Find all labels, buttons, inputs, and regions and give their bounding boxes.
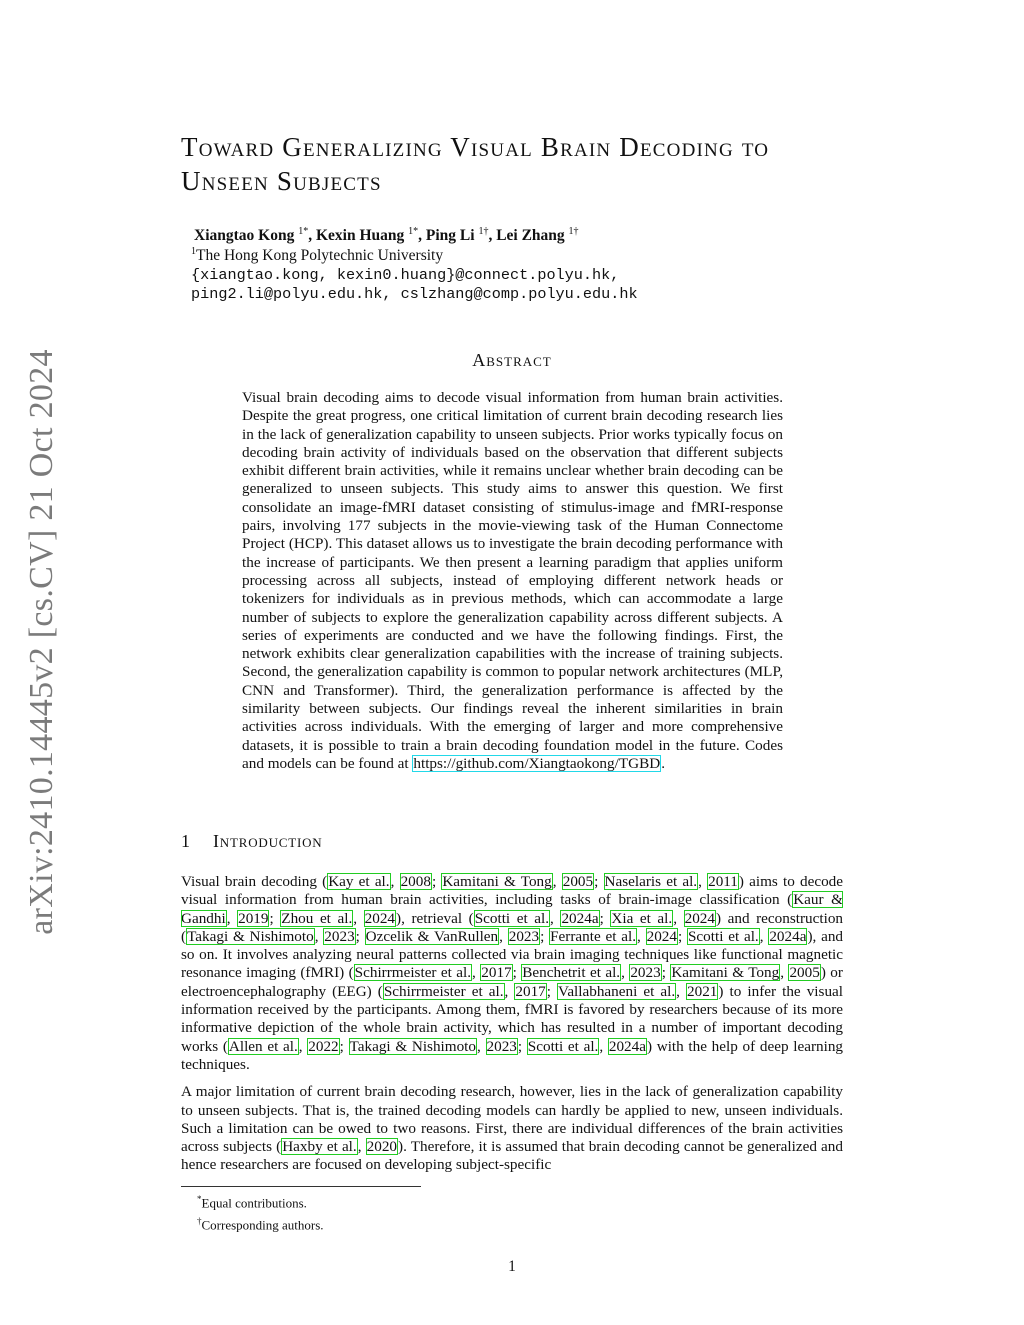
citation-link[interactable]: 2023 [486, 1037, 517, 1055]
section-number: 1 [181, 831, 191, 851]
citation-link[interactable]: 2017 [481, 964, 512, 982]
citation-link[interactable]: 2020 [366, 1138, 398, 1156]
citation-link[interactable]: Kamitani & Tong [442, 873, 552, 890]
abstract-body: Visual brain decoding aims to decode visual information from human brain activities. Despite the great progress, one critical limitation of current brain decoding research lies in the lack of generalization capability to unseen subjects. Prior works typically focus on decoding brain activity of individuals based on the observation that different subjects exhibit different brain activities, while it remains unclear whether brain decoding can be generalized to unseen subjects. This study aims to answer this question. We first consolidate an image-fMRI dataset consisting of stimulus-image and fMRI-response pairs, involving 177 subjects in the movie-viewing task of the Human Connectome Project (HCP). This dataset allows us to investigate the brain decoding performance with the increase of participants. We then present a learning paradigm that applies uniform processing across all subjects, instead of employing different network heads or tokenizers for individuals as in previous methods, which can accommodate a large number of subjects to explore the generalization capability across different subjects. A series of experiments are conducted and we have the following findings. First, the network exhibits clear generalization capabilities with the increase of training subjects. Second, the generalization capability is common to popular network architectures (MLP, CNN and Transformer). Third, the generalization performance is affected by the similarity between subjects. Our findings reveal the inherent similarities in brain activities across individuals. With the emerging of larger and more comprehensive datasets, it is possible to train a brain decoding foundation model in the future. Codes and models can be found at [242, 389, 783, 772]
footnote: †Corresponding authors. [197, 1216, 324, 1233]
citation-link[interactable]: 2024 [364, 909, 396, 927]
author-mark: 1† [568, 226, 579, 237]
citation-link[interactable]: 2008 [400, 873, 431, 890]
citation-link[interactable]: 2021 [687, 982, 718, 1000]
citation-link[interactable]: 2023 [508, 927, 540, 945]
author-name: Ping Li [425, 227, 475, 245]
citation-link[interactable]: 2017 [515, 982, 546, 1000]
citation-link[interactable]: 2011 [708, 873, 738, 890]
citation-link[interactable]: Kaur & Gandhi [181, 891, 843, 927]
citation-link[interactable]: 2024a [608, 1037, 646, 1055]
citation-link[interactable]: 2024a [769, 927, 807, 945]
citation-link[interactable]: 2024 [646, 927, 677, 945]
citation-link[interactable]: Scotti et al. [474, 909, 550, 927]
citation-link[interactable]: Benchetrit et al. [522, 964, 621, 982]
author-name: Lei Zhang [496, 227, 565, 245]
code-link[interactable]: https://github.com/Xiangtaokong/TGBD [413, 754, 661, 772]
citation-link[interactable]: Scotti et al. [527, 1037, 599, 1055]
arxiv-stamp: arXiv:2410.14445v2 [cs.CV] 21 Oct 2024 [23, 349, 60, 935]
introduction-body [181, 873, 843, 1184]
footnote-rule [181, 1186, 421, 1187]
affiliation-name: The Hong Kong Polytechnic University [196, 247, 444, 265]
citation-link[interactable]: Naselaris et al. [604, 873, 698, 890]
citation-link[interactable]: Scotti et al. [687, 927, 759, 945]
author-emails [191, 266, 638, 304]
affiliation-mark: 1 [191, 246, 196, 257]
author-mark: 1† [478, 226, 489, 237]
citation-link[interactable]: Haxby et al. [282, 1138, 357, 1156]
affiliation [191, 246, 443, 265]
section-title: Introduction [213, 831, 323, 851]
paper-title: Toward Generalizing Visual Brain Decoding to Unseen Subjects [181, 132, 770, 196]
citation-link[interactable]: Takagi & Nishimoto [187, 927, 314, 945]
citation-link[interactable]: Kay et al. [328, 873, 390, 890]
email-line: ping2.li@polyu.edu.hk, cslzhang@comp.polyu.edu.hk [191, 285, 638, 303]
footnotes [197, 1190, 324, 1235]
citation-link[interactable]: Ferrante et al. [550, 927, 636, 945]
citation-link[interactable]: 2024 [684, 909, 715, 927]
abstract-heading: Abstract [472, 350, 552, 370]
author-mark: 1* [298, 226, 309, 237]
citation-link[interactable]: Schirrmeister et al. [383, 982, 504, 1000]
paragraph: A major limitation of current brain decoding research, however, lies in the lack of generalization capability to unseen subjects. That is, the trained decoding models can hardly be applied to new, unseen individuals. Such a limitation can be owed to two reasons. First, there are individual differences of the brain activities across subjects (Haxby et al., 2020). Therefore, it is assumed that brain decoding cannot be generalized and hence researchers are focused on developing subject-specific [181, 1083, 843, 1174]
page-number: 1 [508, 1258, 516, 1275]
citation-link[interactable]: Takagi & Nishimoto [349, 1037, 476, 1055]
citation-link[interactable]: Xia et al. [611, 909, 673, 927]
citation-link[interactable]: 2023 [324, 927, 355, 945]
citation-link[interactable]: 2024a [561, 909, 599, 927]
section-heading [181, 831, 322, 852]
citation-link[interactable]: Allen et al. [228, 1037, 298, 1055]
footnote: *Equal contributions. [197, 1194, 307, 1211]
paragraph: Visual brain decoding (Kay et al., 2008; Kamitani & Tong, 2005; Naselaris et al., 2011) aims to decode visual information from human brain activities, including tasks of brain-image classification (Kaur & Gandhi, 2019; Zhou et al., 2024), retrieval (Scotti et al., 2024a; Xia et al., 2024) and reconstruction (Takagi & Nishimoto, 2023; Ozcelik & VanRullen, 2023; Ferrante et al., 2024; Scotti et al., 2024a), and so on. It involves analyzing neural patterns collected via brain imaging techniques like functional magnetic resonance imaging (fMRI) (Schirrmeister et al., 2017; Benchetrit et al., 2023; Kamitani & Tong, 2005) or electroencephalography (EEG) (Schirrmeister et al., 2017; Vallabhaneni et al., 2021) to infer the visual information received by the participants. Among them, fMRI is favored by researchers because of its more informative depiction of the whole brain activity, which has resulted in a number of important decoding works (Allen et al., 2022; Takagi & Nishimoto, 2023; Scotti et al., 2024a) with the help of deep learning techniques. [181, 873, 844, 1073]
citation-link[interactable]: 2005 [562, 873, 594, 890]
citation-link[interactable]: Zhou et al. [281, 909, 353, 927]
citation-link[interactable]: Ozcelik & VanRullen [365, 927, 499, 945]
citation-link[interactable]: 2022 [308, 1037, 339, 1055]
author-mark: 1* [408, 226, 419, 237]
author-list: Xiangtao Kong $^{1*}$, Kexin Huang $^{1*}$, Ping Li $^{1\dagger}$, Lei Zhang $^{1\dagger}$ [194, 226, 579, 245]
citation-link[interactable]: 2019 [238, 909, 269, 927]
author-name: Xiangtao Kong [194, 227, 295, 245]
email-line: {xiangtao.kong, kexin0.huang}@connect.polyu.hk, [191, 266, 620, 284]
author-name: Kexin Huang [315, 227, 405, 245]
citation-link[interactable]: Vallabhaneni et al. [558, 982, 676, 1000]
citation-link[interactable]: Kamitani & Tong [671, 964, 780, 982]
citation-link[interactable]: Schirrmeister et al. [354, 964, 472, 982]
citation-link[interactable]: 2005 [789, 964, 820, 982]
citation-link[interactable]: 2023 [630, 964, 661, 982]
abstract-text: Visual brain decoding aims to decode visual information from human brain activities. Despite the great progress, one critical limitation of current brain decoding research lies in the lack of generalization capability to unseen subjects. Prior works typically focus on decoding brain activity of individuals based on the observation that different subjects exhibit different brain activities, while it remains unclear whether brain decoding can be generalized to unseen subjects. This study aims to answer this question. We first consolidate an image-fMRI dataset consisting of stimulus-image and fMRI-response pairs, involving 177 subjects in the movie-viewing task of the Human Connectome Project (HCP). This dataset allows us to investigate the brain decoding performance with the increase of participants. We then present a learning paradigm that applies uniform processing across all subjects, instead of employing different network heads or tokenizers for individuals as in previous methods, which can accommodate a large number of subjects to explore the generalization capability across different subjects. A series of experiments are conducted and we have the following findings. First, the network exhibits clear generalization capabilities with the increase of training subjects. Second, the generalization capability is common to popular network architectures (MLP, CNN and Transformer). Third, the generalization performance is affected by the similarity between subjects. Our findings reveal the inherent similarities in brain activities across individuals. With the emerging of larger and more comprehensive datasets, it is possible to train a brain decoding foundation model in the future. Codes and models can be found at https://github.com/Xiangtaokong/TGBD. [242, 389, 783, 772]
